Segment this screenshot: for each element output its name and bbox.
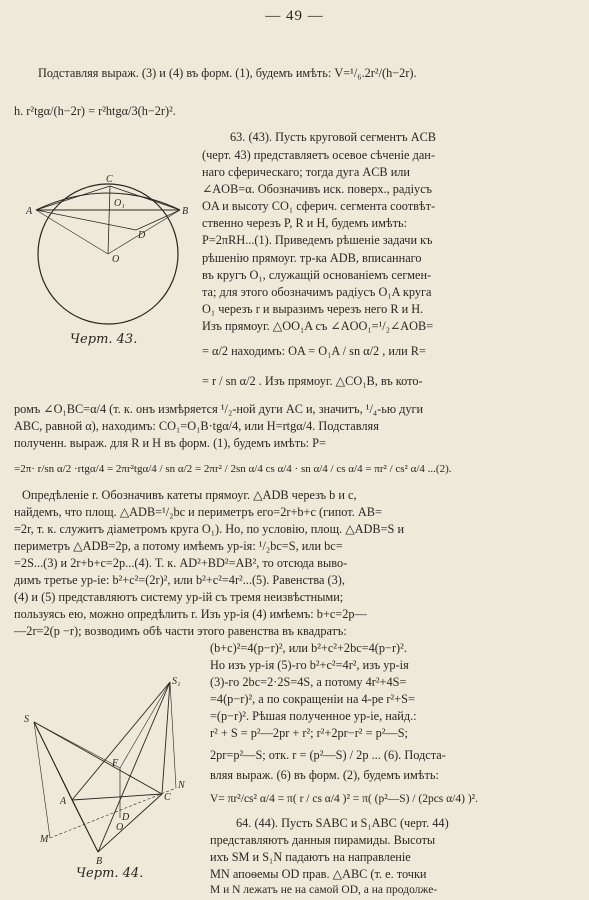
label-O1: O₁ bbox=[114, 198, 125, 209]
text-line: пользуясь ею, можно опредѣлить r. Изъ ур-ія (4) имѣемъ: b+c=2p— bbox=[14, 607, 367, 621]
text-line: =2S...(3) и 2r+b+c=2p...(4). Т. к. AD²+BD²=AB², то отсюда выво- bbox=[14, 556, 348, 570]
figure-44 bbox=[20, 670, 210, 870]
label-D: D bbox=[122, 812, 130, 823]
text-line: h. r²tgα/(h−2r) = r²htgα/3(h−2r)². bbox=[14, 104, 176, 118]
text-line: вляя выраж. (6) въ форм. (2), будемъ имѣть: bbox=[210, 768, 439, 782]
label-D: D bbox=[138, 230, 146, 241]
label-O: O bbox=[112, 254, 120, 265]
figure-43 bbox=[24, 168, 190, 348]
formula-line: =2π· r/sn α/2 ·rtgα/4 = 2πr²tgα/4 / sn α/2 = 2πr² / 2sn α/4 cs α/4 · sn α/4 / cs α/4 = πr² / cs² α/4 ...(2). bbox=[14, 463, 452, 475]
text-line: = r / sn α/2 . Изъ прямоуг. △CO₁B, въ кото- bbox=[202, 374, 423, 388]
text-line: OA и высоту CO₁ сферич. сегмента соотвѣт- bbox=[202, 199, 436, 213]
text-line: 63. (43). Пусть круговой сегментъ ACB bbox=[230, 130, 437, 144]
label-M: M bbox=[40, 834, 49, 845]
text-line: O₁ черезъ r и выразимъ черезъ него R и H. bbox=[202, 302, 424, 316]
line-AO bbox=[36, 210, 108, 254]
edge-A-B bbox=[72, 800, 98, 852]
label-S: S bbox=[24, 714, 29, 725]
text-line: наго сферическаго; тогда дуга ACB или bbox=[202, 165, 411, 179]
figure-43-caption: Черт. 43. bbox=[70, 332, 138, 347]
edge-S1-A bbox=[72, 682, 170, 800]
label-B: B bbox=[182, 206, 189, 217]
text-line: Подставляя выраж. (3) и (4) въ форм. (1), будемъ имѣть: V=¹/₆.2r²/(h−2r). bbox=[38, 66, 417, 80]
text-line: найдемъ, что площ. △ADB=¹/₂bc и периметръ его=2r+b+c (гипот. AB= bbox=[14, 505, 382, 519]
text-line: (b+c)²=4(p−r)², или b²+c²+2bc=4(p−r)². bbox=[210, 641, 407, 655]
text-line: ромъ ∠O₁BC=α/4 (т. к. онъ измѣряется ¹/₂-ной дуги AC и, значитъ, ¹/₄-ью дуги bbox=[14, 402, 424, 416]
line-S1-N bbox=[170, 682, 176, 788]
label-N: N bbox=[178, 780, 185, 791]
text-line: Опредѣленіе r. Обозначивъ катеты прямоуг. △ADB черезъ b и c, bbox=[22, 488, 357, 502]
line-S1-F bbox=[120, 682, 170, 768]
line-S-F bbox=[34, 722, 120, 768]
edge-B-C bbox=[98, 794, 162, 852]
text-line: 2pr=p²—S; отк. r = (p²—S) / 2p ... (6). Подста- bbox=[210, 748, 446, 762]
page-number: — 49 — bbox=[265, 8, 324, 24]
edge-S-C bbox=[34, 722, 162, 794]
text-line: (черт. 43) представляетъ осевое сѣченіе дан- bbox=[202, 148, 435, 162]
text-line: M и N лежатъ не на самой OD, а на продолже- bbox=[210, 884, 438, 896]
text-line: димъ третье ур-іе: b²+c²=(2r)², или b²+c²=4r²...(5). Равенства (3), bbox=[14, 573, 345, 587]
segment-arc bbox=[36, 193, 180, 210]
text-line: r² + S = p²—2pr + r²; r²+2pr−r² = p²—S; bbox=[210, 726, 408, 740]
text-line: периметръ △ADB=2p, а потому имѣемъ ур-ія: ¹/₂bc=S, или bc= bbox=[14, 539, 343, 553]
label-S1: S₁ bbox=[172, 676, 181, 687]
label-O: O bbox=[116, 822, 124, 833]
text-line: MN апоѳемы OD прав. △ABC (т. е. точки bbox=[210, 867, 427, 881]
text-line: рѣшенію прямоуг. тр-ка ADB, вписаннаго bbox=[202, 251, 422, 265]
text-line: ственно черезъ P, R и H, будемъ имѣть: bbox=[202, 216, 407, 230]
label-B: B bbox=[96, 856, 103, 867]
label-F: F bbox=[112, 758, 119, 769]
text-line: полученн. выраж. для R и H въ форм. (1), будемъ имѣть: P= bbox=[14, 436, 326, 450]
label-A: A bbox=[26, 206, 33, 217]
text-line: 64. (44). Пусть SABC и S₁ABC (черт. 44) bbox=[236, 816, 449, 830]
text-line: = α/2 находимъ: OA = O₁A / sn α/2 , или R= bbox=[202, 344, 426, 358]
text-line: та; для этого обозначимъ радіусъ O₁A круга bbox=[202, 285, 432, 299]
text-line: Но изъ ур-ія (5)-го b²+c²=4r², изъ ур-ія bbox=[210, 658, 409, 672]
text-line: =(p−r)². Рѣшая полученное ур-іе, найд.: bbox=[210, 709, 417, 723]
text-line: въ кругъ O₁, служащій основаніемъ сегмен- bbox=[202, 268, 432, 282]
text-line: =2r, т. к. служитъ діаметромъ круга O₁). Но, по условію, площ. △ADB=S и bbox=[14, 522, 405, 536]
line-AD bbox=[36, 210, 136, 230]
text-line: ∠AOB=α. Обозначивъ иск. поверх., радіусъ bbox=[202, 182, 433, 196]
formula-line: V= πr²/cs² α/4 = π( r / cs α/4 )² = π( (p²—S) / (2pcs α/4) )². bbox=[210, 793, 478, 805]
text-line: представляютъ данныя пирамиды. Высоты bbox=[210, 833, 436, 847]
text-line: (4) и (5) представляютъ систему ур-ій съ тремя неизвѣстными; bbox=[14, 590, 344, 604]
label-C: C bbox=[106, 174, 113, 185]
label-A: A bbox=[60, 796, 67, 807]
figure-44-caption: Черт. 44. bbox=[76, 866, 144, 881]
text-line: ABC, равной α), находимъ: CO₁=O₁B·tgα/4, или H=rtgα/4. Подставляя bbox=[14, 419, 379, 433]
text-line: P=2πRH...(1). Приведемъ рѣшеніе задачи къ bbox=[202, 233, 433, 247]
text-line: ихъ SM и S₁N падаютъ на направленіе bbox=[210, 850, 411, 864]
line-M-N bbox=[50, 788, 176, 838]
text-line: —2r=2(p −r); возводимъ обѣ части этого равенства въ квадратъ: bbox=[14, 624, 347, 638]
text-line: Изъ прямоуг. △OO₁A съ ∠AOO₁=¹/₂∠AOB= bbox=[202, 319, 434, 333]
edge-S1-B bbox=[98, 682, 170, 852]
text-line: (3)-го 2bc=2·2S=4S, а потому 4r²+4S= bbox=[210, 675, 407, 689]
line-CO bbox=[108, 186, 110, 254]
label-C: C bbox=[164, 792, 171, 803]
text-line: =4(p−r)², а по сокращеніи на 4-ре r²+S= bbox=[210, 692, 415, 706]
line-AC bbox=[36, 186, 110, 210]
line-DB bbox=[136, 210, 180, 230]
